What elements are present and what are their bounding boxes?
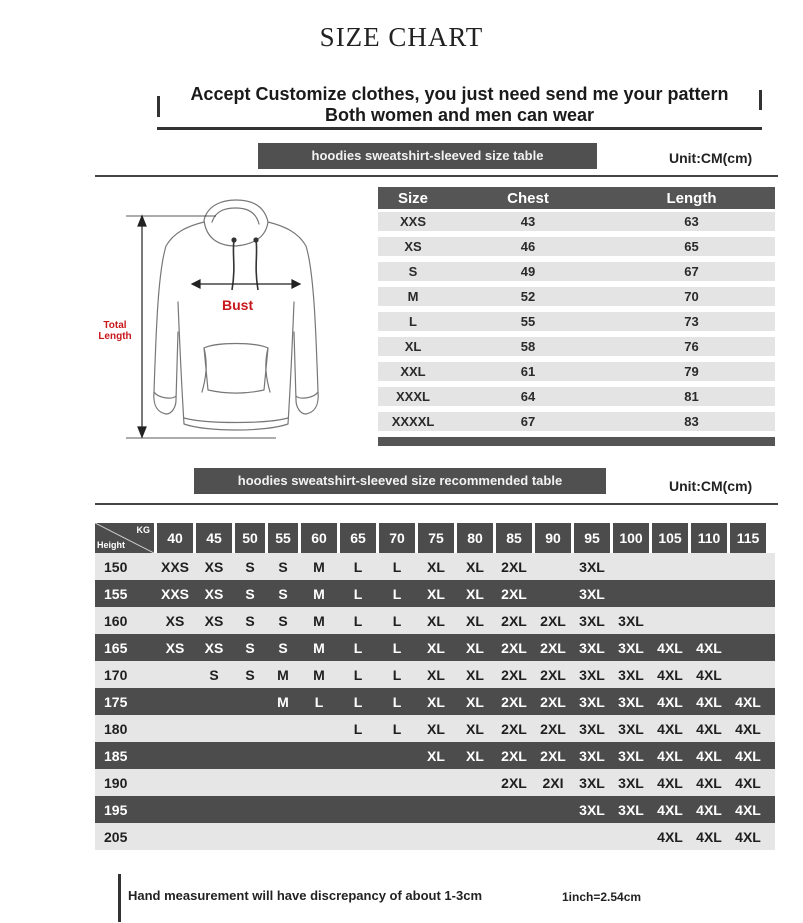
size-recommendation-cell: XL bbox=[427, 612, 445, 629]
size-recommendation-cell: 4XL bbox=[657, 666, 683, 683]
inch-conversion: 1inch=2.54cm bbox=[562, 890, 642, 904]
length-cell: 70 bbox=[684, 289, 699, 304]
size-recommendation-cell: 4XL bbox=[657, 774, 683, 791]
page-title: SIZE CHART bbox=[319, 22, 484, 52]
size-recommendation-cell: L bbox=[392, 585, 402, 602]
size-recommendation-cell: 2XL bbox=[540, 639, 566, 656]
length-cell: 73 bbox=[684, 314, 699, 329]
size-recommendation-cell: 3XL bbox=[618, 774, 644, 791]
chest-cell: 52 bbox=[520, 289, 536, 304]
size-recommendation-cell: L bbox=[314, 693, 324, 710]
table-row bbox=[378, 259, 775, 284]
size-cell: S bbox=[408, 264, 418, 279]
height-cell: 170 bbox=[104, 666, 128, 683]
corner-height-label: Height bbox=[97, 540, 125, 550]
size-recommendation-cell: 3XL bbox=[618, 720, 644, 737]
size-recommendation-cell: 2XL bbox=[540, 612, 566, 629]
size-recommendation-cell: S bbox=[245, 612, 255, 629]
recommended-size-table bbox=[95, 523, 775, 850]
size-table-header bbox=[378, 187, 775, 209]
size-recommendation-cell: 2XL bbox=[540, 666, 566, 683]
size-recommendation-cell: 3XL bbox=[579, 612, 605, 629]
size-recommendation-cell: 4XL bbox=[735, 747, 761, 764]
size-recommendation-cell: L bbox=[353, 666, 363, 683]
chest-cell: 67 bbox=[520, 414, 536, 429]
size-recommendation-cell: 4XL bbox=[696, 639, 722, 656]
size-recommendation-cell: 2XL bbox=[540, 693, 566, 710]
total-length-label: Total Length bbox=[98, 320, 132, 342]
size-cell: L bbox=[409, 314, 417, 329]
size-recommendation-cell: 3XL bbox=[618, 612, 644, 629]
size-recommendation-cell: 4XL bbox=[657, 828, 683, 845]
table-row bbox=[378, 384, 775, 409]
size-recommendation-cell: L bbox=[392, 612, 402, 629]
size-recommendation-cell: XS bbox=[204, 639, 224, 656]
weight-header: 80 bbox=[457, 523, 493, 553]
weight-header: 85 bbox=[496, 523, 532, 553]
size-recommendation-cell: 4XL bbox=[696, 693, 722, 710]
weight-header: 95 bbox=[574, 523, 610, 553]
size-recommendation-cell: S bbox=[278, 558, 288, 575]
length-cell: 81 bbox=[684, 389, 699, 404]
length-cell: 67 bbox=[684, 264, 699, 279]
table-row bbox=[378, 359, 775, 384]
chest-cell: 55 bbox=[520, 314, 536, 329]
chest-cell: 46 bbox=[520, 239, 536, 254]
table-row bbox=[95, 823, 775, 850]
size-recommendation-cell: XL bbox=[466, 558, 484, 575]
size-cell: XXS bbox=[399, 214, 426, 229]
size-recommendation-cell: M bbox=[313, 666, 325, 683]
size-recommendation-cell: S bbox=[245, 639, 255, 656]
rec-table-header bbox=[95, 523, 775, 553]
size-recommendation-cell: XXS bbox=[160, 585, 189, 602]
size-recommendation-cell: 4XL bbox=[657, 720, 683, 737]
size-table bbox=[378, 187, 775, 446]
size-recommendation-cell: XL bbox=[427, 639, 445, 656]
size-recommendation-cell: 4XL bbox=[696, 720, 722, 737]
size-recommendation-cell: XL bbox=[466, 720, 484, 737]
measurement-note bbox=[118, 874, 778, 922]
height-cell: 185 bbox=[104, 747, 128, 764]
size-recommendation-cell: 3XL bbox=[618, 801, 644, 818]
size-recommendation-cell: S bbox=[245, 558, 255, 575]
chest-cell: 43 bbox=[520, 214, 536, 229]
size-recommendation-cell: 3XL bbox=[579, 585, 605, 602]
size-cell: M bbox=[407, 289, 419, 304]
weight-header: 45 bbox=[196, 523, 232, 553]
table-row bbox=[95, 634, 775, 661]
size-recommendation-cell: 2XI bbox=[542, 774, 564, 791]
size-recommendation-cell: 2XL bbox=[501, 693, 527, 710]
table-corner bbox=[95, 523, 154, 553]
size-recommendation-cell: XL bbox=[466, 612, 484, 629]
size-recommendation-cell: 3XL bbox=[618, 747, 644, 764]
divider-top bbox=[95, 175, 778, 177]
weight-header: 40 bbox=[157, 523, 193, 553]
height-cell: 160 bbox=[104, 612, 128, 629]
table-row bbox=[378, 284, 775, 309]
table-row bbox=[95, 796, 775, 823]
size-recommendation-cell: 4XL bbox=[735, 720, 761, 737]
size-recommendation-cell: L bbox=[353, 639, 363, 656]
header-size: Size bbox=[397, 189, 428, 207]
size-recommendation-cell: L bbox=[392, 666, 402, 683]
size-recommendation-cell: 4XL bbox=[696, 774, 722, 791]
weight-header: 50 bbox=[235, 523, 265, 553]
rec-table-banner: hoodies sweatshirt-sleeved size recommended table bbox=[194, 468, 606, 494]
size-recommendation-cell: 4XL bbox=[657, 801, 683, 818]
size-recommendation-cell: 2XL bbox=[540, 747, 566, 764]
height-cell: 175 bbox=[104, 693, 128, 710]
notice-line-2: Both women and men can wear bbox=[324, 105, 595, 125]
size-recommendation-cell: 3XL bbox=[579, 693, 605, 710]
table-row bbox=[95, 715, 775, 742]
weight-header: 55 bbox=[268, 523, 298, 553]
table-row bbox=[95, 553, 775, 580]
size-recommendation-cell: L bbox=[353, 720, 363, 737]
weight-header: 90 bbox=[535, 523, 571, 553]
notice-underline bbox=[157, 127, 762, 130]
size-recommendation-cell: 3XL bbox=[579, 774, 605, 791]
size-recommendation-cell: XL bbox=[466, 693, 484, 710]
size-recommendation-cell: XS bbox=[204, 558, 224, 575]
size-recommendation-cell: L bbox=[353, 558, 363, 575]
size-recommendation-cell: 3XL bbox=[618, 639, 644, 656]
height-cell: 205 bbox=[104, 828, 128, 845]
size-recommendation-cell: L bbox=[392, 720, 402, 737]
notice-line-1: Accept Customize clothes, you just need send me your pattern bbox=[190, 84, 729, 104]
table-row bbox=[378, 209, 775, 234]
size-recommendation-cell: XL bbox=[466, 747, 484, 764]
size-recommendation-cell: M bbox=[313, 585, 325, 602]
size-recommendation-cell: S bbox=[278, 612, 288, 629]
weight-header: 75 bbox=[418, 523, 454, 553]
size-recommendation-cell: S bbox=[209, 666, 219, 683]
size-recommendation-cell: 4XL bbox=[735, 774, 761, 791]
length-cell: 63 bbox=[684, 214, 699, 229]
height-cell: 190 bbox=[104, 774, 128, 791]
size-recommendation-cell: 2XL bbox=[501, 612, 527, 629]
size-recommendation-cell: XL bbox=[427, 747, 445, 764]
size-recommendation-cell: 3XL bbox=[579, 720, 605, 737]
table-row bbox=[378, 234, 775, 259]
size-recommendation-cell: XXS bbox=[160, 558, 189, 575]
size-recommendation-cell: S bbox=[278, 585, 288, 602]
chest-cell: 61 bbox=[520, 364, 536, 379]
length-cell: 76 bbox=[684, 339, 699, 354]
size-recommendation-cell: 2XL bbox=[501, 639, 527, 656]
size-recommendation-cell: M bbox=[313, 612, 325, 629]
height-cell: 150 bbox=[104, 558, 128, 575]
size-recommendation-cell: XL bbox=[466, 639, 484, 656]
corner-kg-label: KG bbox=[136, 525, 150, 535]
table-row bbox=[378, 309, 775, 334]
size-recommendation-cell: 2XL bbox=[501, 585, 527, 602]
size-table-unit: Unit:CM(cm) bbox=[669, 150, 753, 166]
chest-cell: 49 bbox=[520, 264, 536, 279]
size-recommendation-cell: 4XL bbox=[735, 693, 761, 710]
size-recommendation-cell: XL bbox=[427, 558, 445, 575]
size-recommendation-cell: 4XL bbox=[657, 639, 683, 656]
size-recommendation-cell: XS bbox=[204, 585, 224, 602]
height-cell: 195 bbox=[104, 801, 128, 818]
size-recommendation-cell: L bbox=[392, 639, 402, 656]
table-row bbox=[95, 688, 775, 715]
size-recommendation-cell: XS bbox=[165, 639, 185, 656]
length-cell: 83 bbox=[684, 414, 699, 429]
bust-label: Bust bbox=[222, 297, 254, 313]
weight-header: 100 bbox=[613, 523, 649, 553]
height-cell: 180 bbox=[104, 720, 128, 737]
header-length: Length bbox=[666, 189, 717, 207]
weight-header: 70 bbox=[379, 523, 415, 553]
size-recommendation-cell: L bbox=[392, 558, 402, 575]
size-cell: XL bbox=[404, 339, 422, 354]
discrepancy-note: Hand measurement will have discrepancy of about 1-3cm bbox=[128, 888, 483, 903]
weight-header: 110 bbox=[691, 523, 727, 553]
size-recommendation-cell: 4XL bbox=[696, 828, 722, 845]
table-row bbox=[95, 742, 775, 769]
size-recommendation-cell: XL bbox=[427, 585, 445, 602]
size-recommendation-cell: XL bbox=[427, 666, 445, 683]
size-recommendation-cell: XL bbox=[427, 693, 445, 710]
size-recommendation-cell: M bbox=[277, 693, 289, 710]
table-row bbox=[95, 580, 775, 607]
table-row bbox=[95, 661, 775, 688]
size-recommendation-cell: 2XL bbox=[501, 558, 527, 575]
size-recommendation-cell: 4XL bbox=[696, 747, 722, 764]
size-recommendation-cell: 3XL bbox=[618, 666, 644, 683]
size-recommendation-cell: M bbox=[277, 666, 289, 683]
size-recommendation-cell: 2XL bbox=[501, 774, 527, 791]
length-cell: 65 bbox=[684, 239, 699, 254]
size-recommendation-cell: M bbox=[313, 639, 325, 656]
size-recommendation-cell: L bbox=[353, 612, 363, 629]
size-recommendation-cell: 2XL bbox=[501, 666, 527, 683]
size-recommendation-cell: 3XL bbox=[618, 693, 644, 710]
table-row bbox=[378, 409, 775, 434]
table-row bbox=[95, 769, 775, 796]
table-row bbox=[95, 607, 775, 634]
weight-header: 60 bbox=[301, 523, 337, 553]
size-recommendation-cell: L bbox=[353, 693, 363, 710]
size-cell: XS bbox=[404, 239, 422, 254]
size-recommendation-cell: 3XL bbox=[579, 747, 605, 764]
size-recommendation-cell: 4XL bbox=[735, 801, 761, 818]
weight-header: 105 bbox=[652, 523, 688, 553]
size-recommendation-cell: XL bbox=[466, 666, 484, 683]
size-recommendation-cell: XL bbox=[466, 585, 484, 602]
note-bracket bbox=[118, 874, 121, 922]
size-recommendation-cell: 2XL bbox=[540, 720, 566, 737]
size-recommendation-cell: XL bbox=[427, 720, 445, 737]
size-cell: XXXL bbox=[396, 389, 430, 404]
size-table-banner: hoodies sweatshirt-sleeved size table bbox=[258, 143, 597, 169]
size-recommendation-cell: 2XL bbox=[501, 747, 527, 764]
size-cell: XXL bbox=[400, 364, 426, 379]
size-recommendation-cell: S bbox=[245, 666, 255, 683]
size-recommendation-cell: 2XL bbox=[501, 720, 527, 737]
size-recommendation-cell: S bbox=[245, 585, 255, 602]
size-recommendation-cell: 3XL bbox=[579, 801, 605, 818]
size-recommendation-cell: M bbox=[313, 558, 325, 575]
length-cell: 79 bbox=[684, 364, 699, 379]
weight-header: 115 bbox=[730, 523, 766, 553]
size-recommendation-cell: S bbox=[278, 639, 288, 656]
customize-notice bbox=[157, 84, 762, 130]
size-recommendation-cell: XS bbox=[204, 612, 224, 629]
chest-cell: 58 bbox=[520, 339, 536, 354]
height-cell: 165 bbox=[104, 639, 128, 656]
rec-table-unit: Unit:CM(cm) bbox=[669, 478, 753, 494]
size-table-footer bbox=[378, 437, 775, 446]
size-recommendation-cell: 4XL bbox=[657, 693, 683, 710]
size-recommendation-cell: 4XL bbox=[735, 828, 761, 845]
size-recommendation-cell: 3XL bbox=[579, 666, 605, 683]
size-recommendation-cell: 3XL bbox=[579, 639, 605, 656]
chest-cell: 64 bbox=[520, 389, 536, 404]
weight-header: 65 bbox=[340, 523, 376, 553]
size-recommendation-cell: L bbox=[353, 585, 363, 602]
size-recommendation-cell: 4XL bbox=[696, 801, 722, 818]
divider-middle bbox=[95, 503, 778, 505]
size-cell: XXXXL bbox=[391, 414, 435, 429]
size-recommendation-cell: XS bbox=[165, 612, 185, 629]
header-chest: Chest bbox=[507, 189, 549, 207]
size-recommendation-cell: 4XL bbox=[657, 747, 683, 764]
size-recommendation-cell: 4XL bbox=[696, 666, 722, 683]
size-recommendation-cell: L bbox=[392, 693, 402, 710]
size-recommendation-cell: 3XL bbox=[579, 558, 605, 575]
table-row bbox=[378, 334, 775, 359]
height-cell: 155 bbox=[104, 585, 128, 602]
